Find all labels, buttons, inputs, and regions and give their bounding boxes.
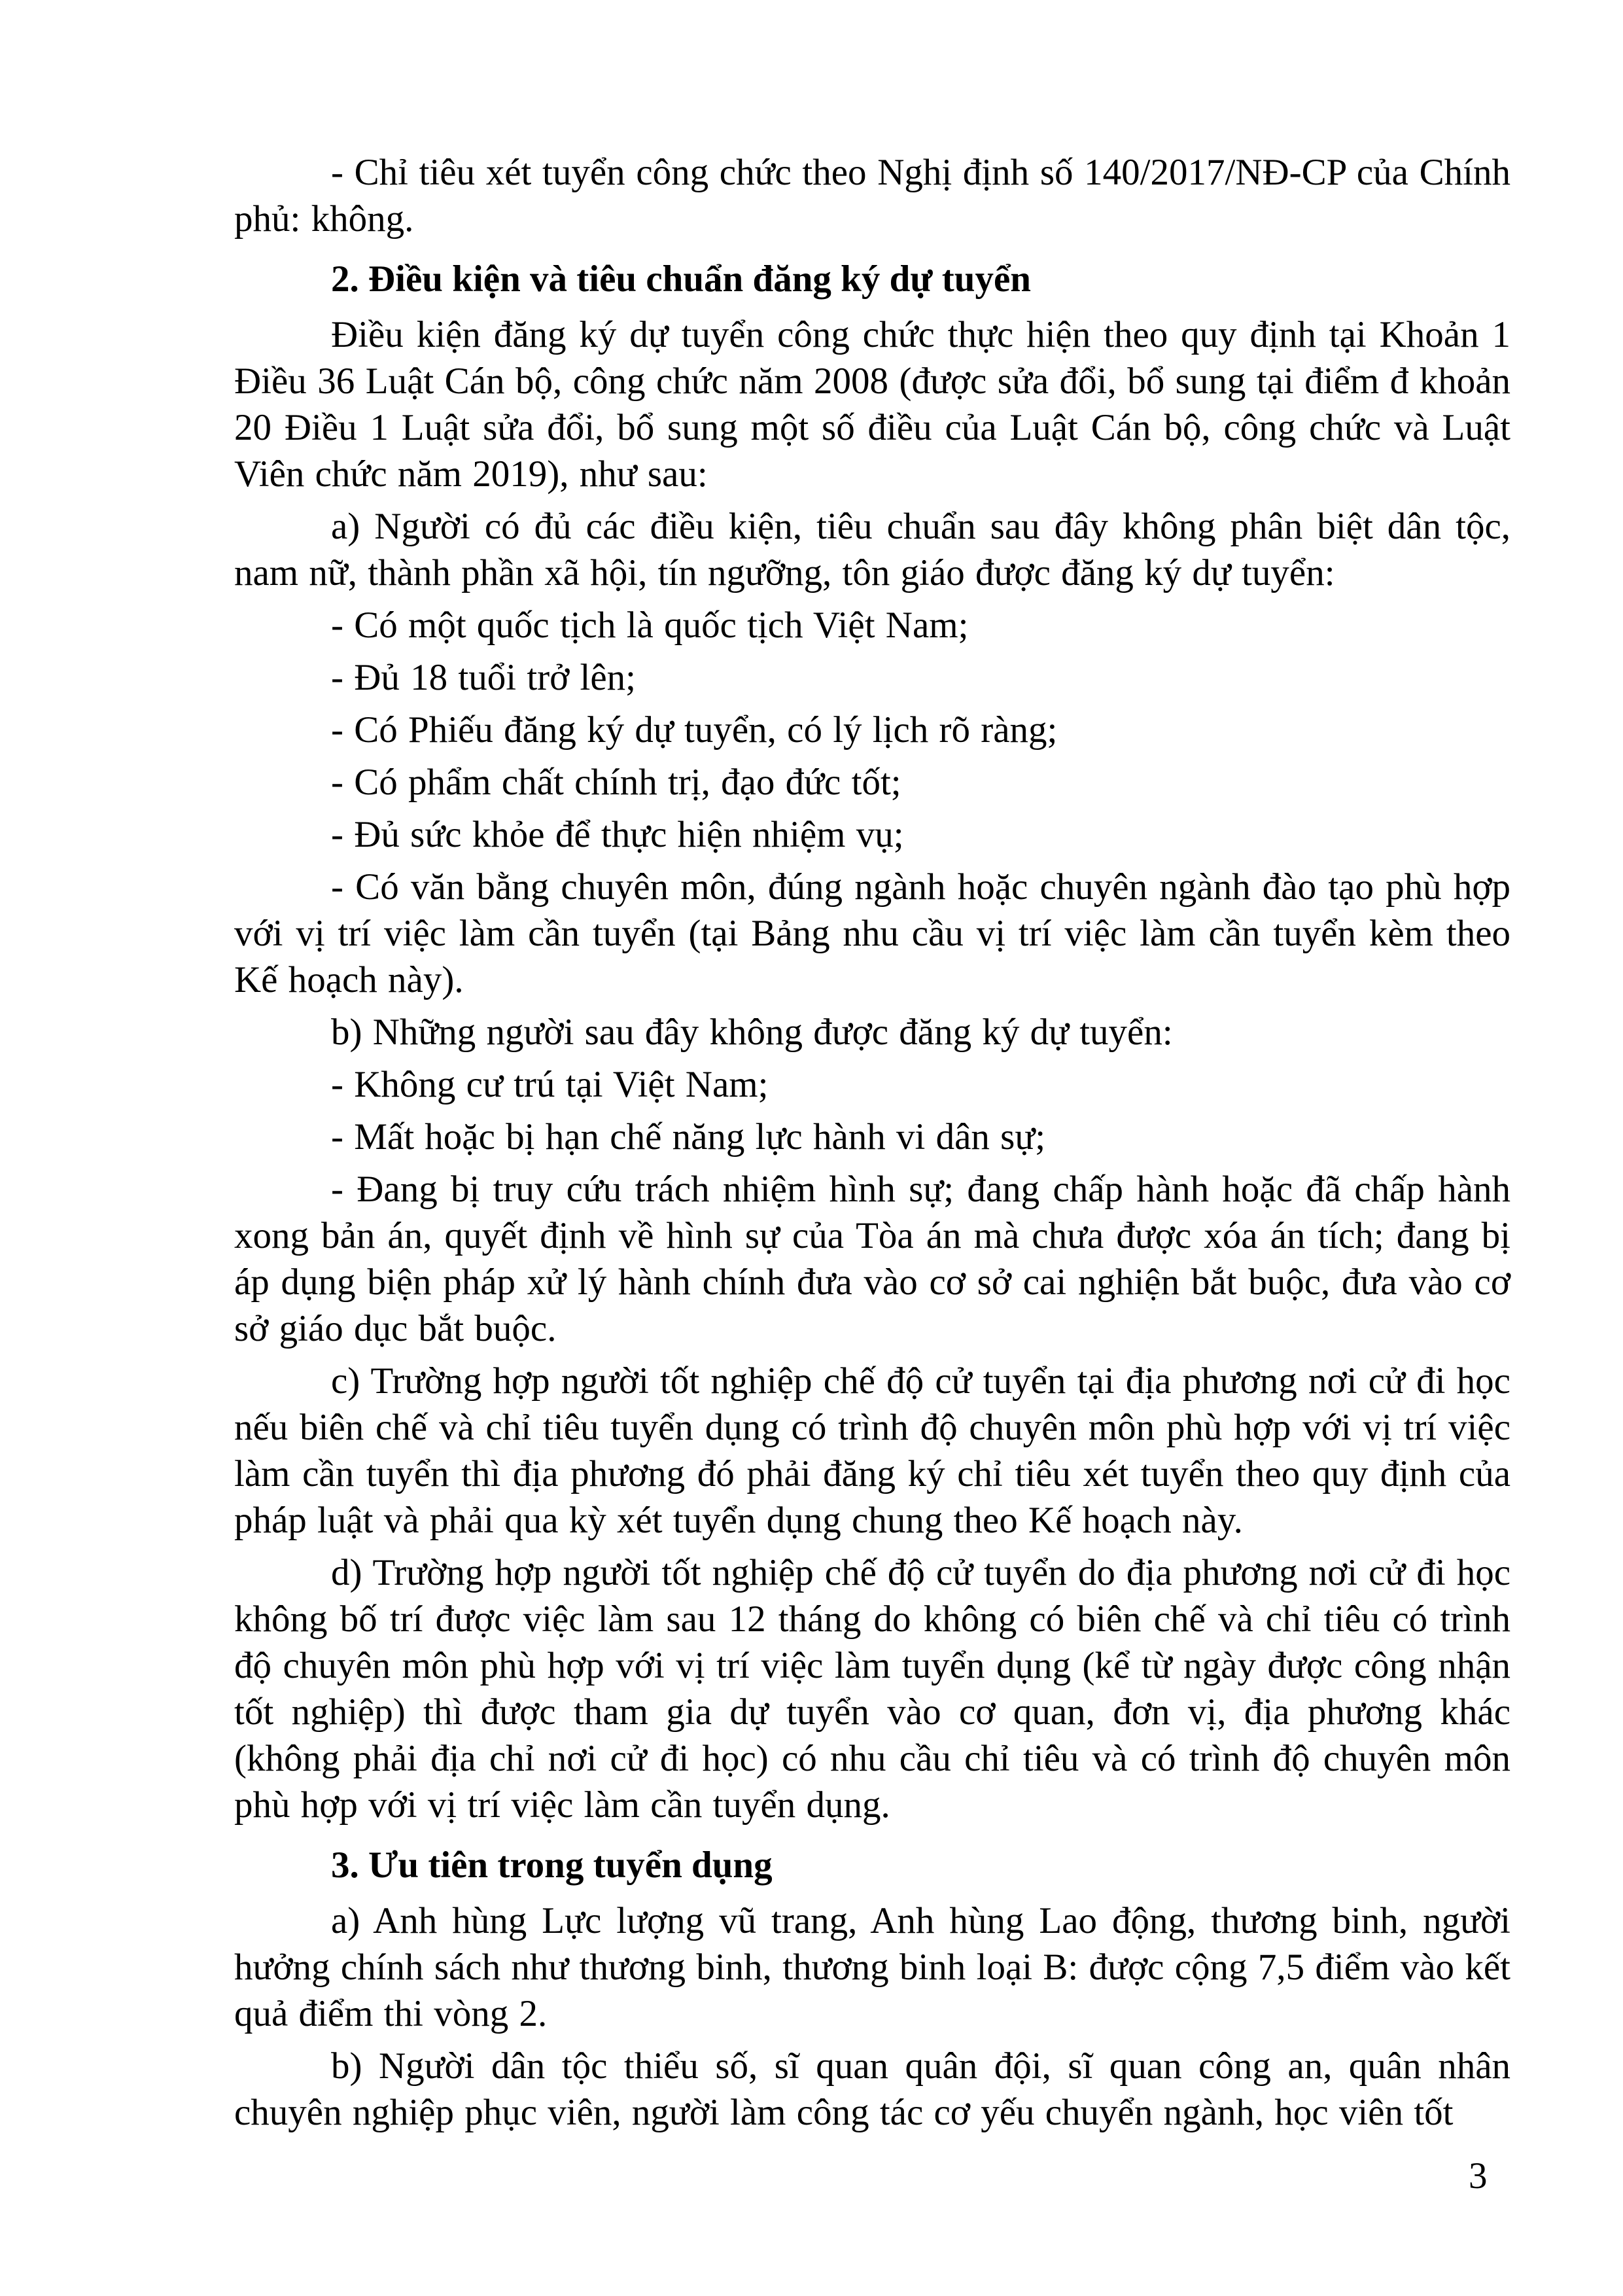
page-number: 3 [1469, 2155, 1488, 2197]
section-3-heading: 3. Ưu tiên trong tuyển dụng [331, 1845, 773, 1886]
paragraph-b-excluded: b) Những người sau đây không được đăng ký dự tuyển: [331, 1012, 1173, 1053]
paragraph-quota-note: - Chỉ tiêu xét tuyển công chức theo Nghị định số 140/2017/NĐ-CP của Chính phủ: không. [234, 152, 1510, 239]
paragraph-priority-a: a) Anh hùng Lực lượng vũ trang, Anh hùng Lao động, thương binh, người hưởng chính sách như thương binh, thương binh loại B: được cộng 7,5 điểm vào kết quả điểm thi vòng 2. [234, 1900, 1510, 2034]
paragraph-d-cu-tuyen: d) Trường hợp người tốt nghiệp chế độ cử tuyển do địa phương nơi cử đi học không bố trí được việc làm sau 12 tháng do không có biên chế và chỉ tiêu có trình độ chuyên môn phù hợp với vị trí việc làm tuyển dụng (kể từ ngày được công nhận tốt nghiệp) thì được tham gia dự tuyển vào cơ quan, đơn vị, địa phương khác (không phải địa chỉ nơi cử đi học) có nhu cầu chỉ tiêu và có trình độ chuyên môn phù hợp với vị trí việc làm cần tuyển dụng. [234, 1552, 1510, 1826]
paragraph-priority-b: b) Người dân tộc thiểu số, sĩ quan quân đội, sĩ quan công an, quân nhân chuyên nghiệp phục viên, người làm công tác cơ yếu chuyển ngành, học viên tốt [234, 2045, 1510, 2133]
paragraph-conditions-intro: Điều kiện đăng ký dự tuyển công chức thực hiện theo quy định tại Khoản 1 Điều 36 Luật Cán bộ, công chức năm 2008 (được sửa đổi, bổ sung tại điểm đ khoản 20 Điều 1 Luật sửa đổi, bổ sung một số điều của Luật Cán bộ, công chức và Luật Viên chức năm 2019), như sau: [234, 314, 1510, 495]
paragraph-a-eligible: a) Người có đủ các điều kiện, tiêu chuẩn sau đây không phân biệt dân tộc, nam nữ, thành phần xã hội, tín ngưỡng, tôn giáo được đăng ký dự tuyển: [234, 506, 1510, 593]
item-citizenship: - Có một quốc tịch là quốc tịch Việt Nam; [331, 605, 969, 646]
item-application-form: - Có Phiếu đăng ký dự tuyển, có lý lịch rõ ràng; [331, 709, 1058, 751]
item-not-residing: - Không cư trú tại Việt Nam; [331, 1064, 769, 1105]
item-qualification: - Có văn bằng chuyên môn, đúng ngành hoặc chuyên ngành đào tạo phù hợp với vị trí việc làm cần tuyển (tại Bảng nhu cầu vị trí việc làm cần tuyển kèm theo Kế hoạch này). [234, 866, 1510, 1000]
section-2-heading: 2. Điều kiện và tiêu chuẩn đăng ký dự tuyển [331, 258, 1031, 300]
paragraph-c-cu-tuyen: c) Trường hợp người tốt nghiệp chế độ cử tuyển tại địa phương nơi cử đi học nếu biên chế và chỉ tiêu tuyển dụng có trình độ chuyên môn phù hợp với vị trí việc làm cần tuyển thì địa phương đó phải đăng ký chỉ tiêu xét tuyển theo quy định của pháp luật và phải qua kỳ xét tuyển dụng chung theo Kế hoạch này. [234, 1360, 1510, 1541]
item-criminal-record: - Đang bị truy cứu trách nhiệm hình sự; đang chấp hành hoặc đã chấp hành xong bản án, quyết định về hình sự của Tòa án mà chưa được xóa án tích; đang bị áp dụng biện pháp xử lý hành chính đưa vào cơ sở cai nghiện bắt buộc, đưa vào cơ sở giáo dục bắt buộc. [234, 1169, 1510, 1349]
item-age: - Đủ 18 tuổi trở lên; [331, 657, 636, 698]
item-civil-capacity: - Mất hoặc bị hạn chế năng lực hành vi dân sự; [331, 1116, 1046, 1157]
item-political-quality: - Có phẩm chất chính trị, đạo đức tốt; [331, 762, 901, 803]
item-health: - Đủ sức khỏe để thực hiện nhiệm vụ; [331, 814, 904, 855]
